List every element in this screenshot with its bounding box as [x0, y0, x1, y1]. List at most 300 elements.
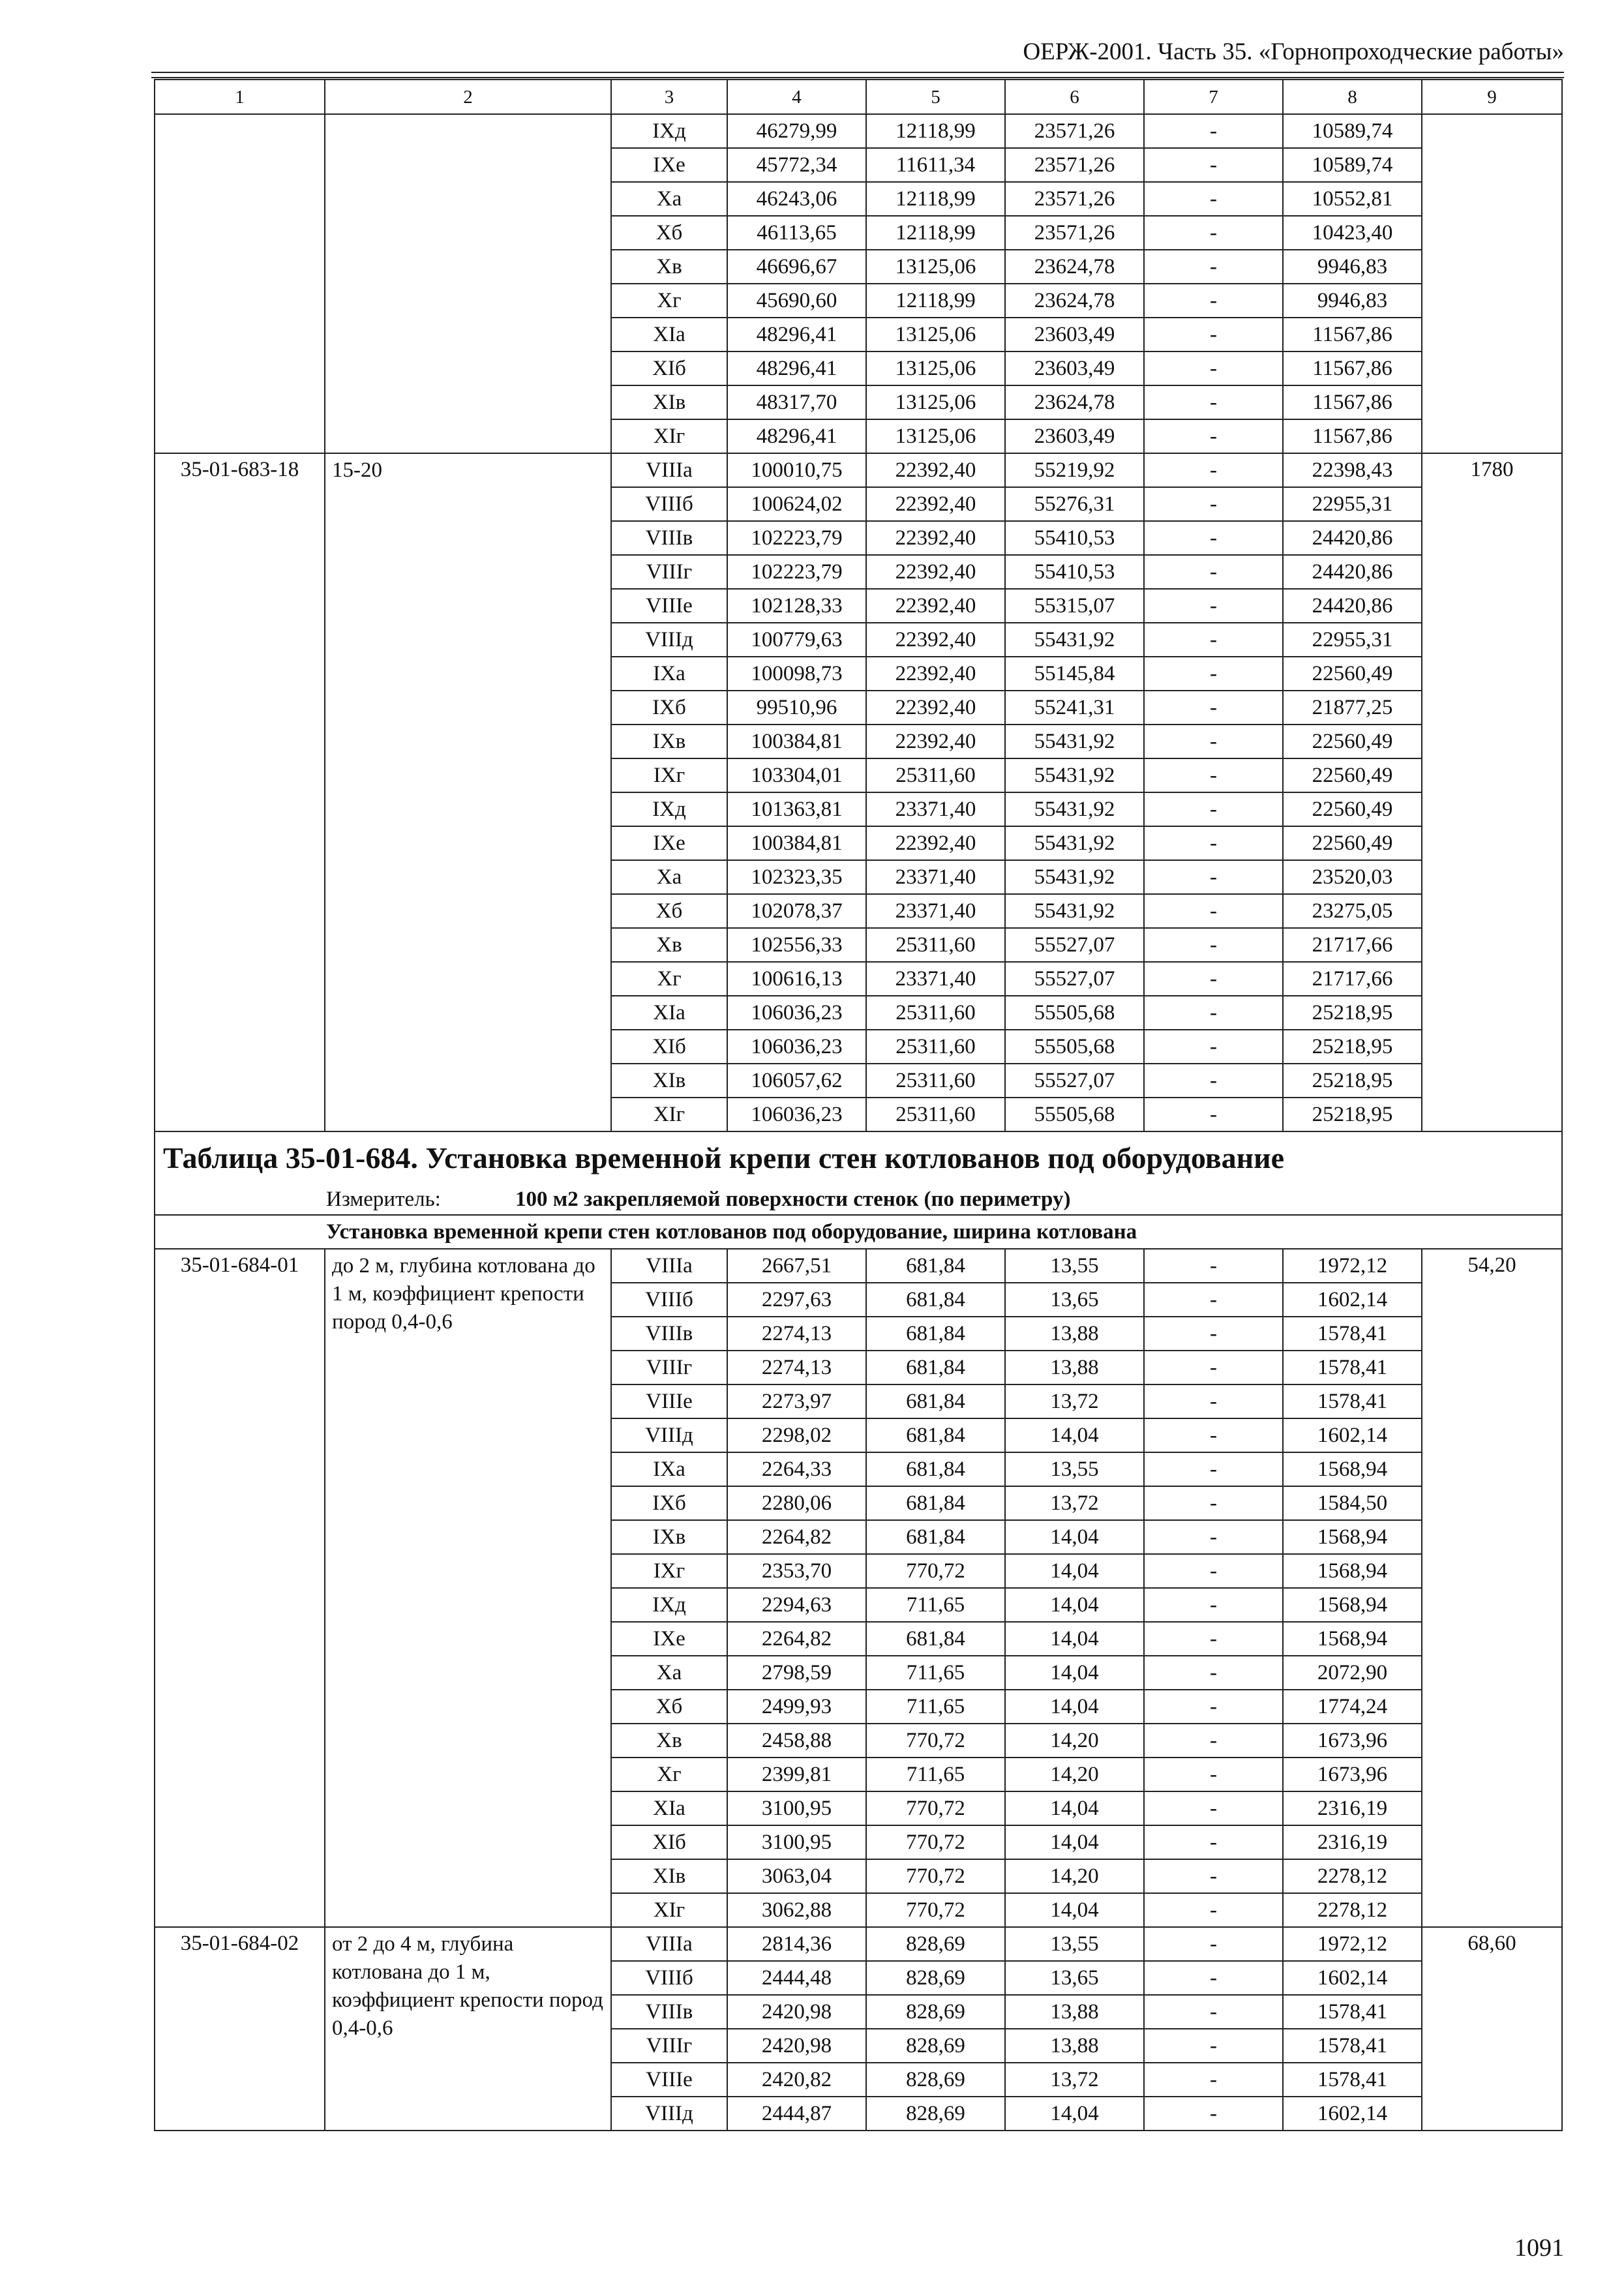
driver-wages-cell: - [1144, 453, 1283, 487]
rock-category-cell: VIIIв [611, 1995, 727, 2029]
machine-cost-cell: 13,55 [1005, 1249, 1144, 1283]
labor-cost-cell: 22392,40 [866, 691, 1005, 725]
driver-wages-cell: - [1144, 589, 1283, 623]
rock-category-cell: VIIIв [611, 521, 727, 555]
total-cost-cell: 2458,88 [727, 1724, 866, 1758]
machine-cost-cell: 55276,31 [1005, 487, 1144, 521]
rock-category-cell: Xг [611, 1758, 727, 1791]
driver-wages-cell: - [1144, 1418, 1283, 1452]
materials-cost-cell: 2278,12 [1283, 1893, 1422, 1927]
total-cost-cell: 106036,23 [727, 996, 866, 1030]
materials-cost-cell: 11567,86 [1283, 385, 1422, 419]
driver-wages-cell: - [1144, 284, 1283, 318]
rock-category-cell: VIIIа [611, 1249, 727, 1283]
driver-wages-cell: - [1144, 1825, 1283, 1859]
machine-cost-cell: 55431,92 [1005, 725, 1144, 758]
total-cost-cell: 2420,98 [727, 2029, 866, 2063]
driver-wages-cell: - [1144, 1859, 1283, 1893]
machine-cost-cell: 13,88 [1005, 2029, 1144, 2063]
total-cost-cell: 2399,81 [727, 1758, 866, 1791]
materials-cost-cell: 1673,96 [1283, 1758, 1422, 1791]
materials-cost-cell: 1673,96 [1283, 1724, 1422, 1758]
rock-category-cell: IXб [611, 691, 727, 725]
labor-cost-cell: 22392,40 [866, 725, 1005, 758]
labor-cost-cell: 23371,40 [866, 860, 1005, 894]
rock-category-cell: VIIIг [611, 1351, 727, 1384]
machine-cost-cell: 55431,92 [1005, 792, 1144, 826]
labor-cost-cell: 681,84 [866, 1351, 1005, 1384]
driver-wages-cell: - [1144, 148, 1283, 182]
driver-wages-cell: - [1144, 1351, 1283, 1384]
materials-cost-cell: 25218,95 [1283, 1098, 1422, 1131]
machine-cost-cell: 13,88 [1005, 1351, 1144, 1384]
total-cost-cell: 2667,51 [727, 1249, 866, 1283]
rock-category-cell: IXд [611, 792, 727, 826]
total-cost-cell: 100098,73 [727, 657, 866, 691]
labor-cost-cell: 681,84 [866, 1520, 1005, 1554]
total-cost-cell: 45772,34 [727, 148, 866, 182]
labor-cost-cell: 681,84 [866, 1317, 1005, 1351]
materials-cost-cell: 22560,49 [1283, 657, 1422, 691]
labor-cost-cell: 681,84 [866, 1384, 1005, 1418]
section-subheading: Установка временной крепи стен котлованов под оборудование, ширина котлована [155, 1215, 1562, 1249]
rock-category-cell: VIIIб [611, 1961, 727, 1995]
rate-code: 35-01-684-01 [155, 1249, 325, 1927]
driver-wages-cell: - [1144, 1283, 1283, 1317]
materials-cost-cell: 22560,49 [1283, 826, 1422, 860]
driver-wages-cell: - [1144, 1656, 1283, 1690]
rock-category-cell: IXе [611, 1622, 727, 1656]
table-row [155, 453, 1562, 487]
total-cost-cell: 46243,06 [727, 182, 866, 216]
rock-category-cell: IXб [611, 1486, 727, 1520]
machine-cost-cell: 23603,49 [1005, 419, 1144, 453]
rock-category-cell: IXг [611, 1554, 727, 1588]
machine-cost-cell: 14,04 [1005, 1554, 1144, 1588]
labor-cost-cell: 11611,34 [866, 148, 1005, 182]
rock-category-cell: IXа [611, 657, 727, 691]
machine-cost-cell: 55410,53 [1005, 521, 1144, 555]
driver-wages-cell: - [1144, 114, 1283, 148]
labor-cost-cell: 13125,06 [866, 419, 1005, 453]
materials-cost-cell: 25218,95 [1283, 1064, 1422, 1098]
labor-cost-cell: 828,69 [866, 1995, 1005, 2029]
machine-cost-cell: 23603,49 [1005, 352, 1144, 385]
machine-cost-cell: 13,65 [1005, 1283, 1144, 1317]
materials-cost-cell: 10423,40 [1283, 216, 1422, 250]
machine-cost-cell: 55431,92 [1005, 623, 1144, 657]
labor-cost-cell: 13125,06 [866, 250, 1005, 284]
page-header: ОЕРЖ-2001. Часть 35. «Горнопроходческие работы» [1023, 38, 1564, 65]
labor-cost-cell: 12118,99 [866, 284, 1005, 318]
labor-cost-cell: 770,72 [866, 1724, 1005, 1758]
driver-wages-cell: - [1144, 1724, 1283, 1758]
driver-wages-cell: - [1144, 2097, 1283, 2131]
driver-wages-cell: - [1144, 691, 1283, 725]
driver-wages-cell: - [1144, 2063, 1283, 2097]
total-cost-cell: 2297,63 [727, 1283, 866, 1317]
materials-cost-cell: 1578,41 [1283, 1995, 1422, 2029]
header-rule [151, 77, 1564, 78]
labor-cost-cell: 681,84 [866, 1249, 1005, 1283]
driver-wages-cell: - [1144, 1249, 1283, 1283]
machine-cost-cell: 14,04 [1005, 2097, 1144, 2131]
meter-value: 100 м2 закрепляемой поверхности стенок (по периметру) [515, 1188, 1071, 1211]
labor-cost-cell: 25311,60 [866, 1098, 1005, 1131]
machine-cost-cell: 14,04 [1005, 1893, 1144, 1927]
total-cost-cell: 100384,81 [727, 826, 866, 860]
materials-cost-cell: 1578,41 [1283, 2029, 1422, 2063]
driver-wages-cell: - [1144, 826, 1283, 860]
rock-category-cell: IXд [611, 1588, 727, 1622]
rock-category-cell: VIIIб [611, 1283, 727, 1317]
column-number: 4 [727, 80, 866, 114]
machine-cost-cell: 55431,92 [1005, 826, 1144, 860]
rock-category-cell: Xв [611, 928, 727, 962]
total-cost-cell: 45690,60 [727, 284, 866, 318]
machine-cost-cell: 13,65 [1005, 1961, 1144, 1995]
machine-cost-cell: 55219,92 [1005, 453, 1144, 487]
driver-wages-cell: - [1144, 352, 1283, 385]
labor-hours: 68,60 [1422, 1927, 1562, 2131]
driver-wages-cell: - [1144, 1384, 1283, 1418]
rock-category-cell: XIа [611, 1791, 727, 1825]
machine-cost-cell: 13,72 [1005, 1486, 1144, 1520]
materials-cost-cell: 9946,83 [1283, 250, 1422, 284]
rock-category-cell: Xа [611, 1656, 727, 1690]
rock-category-cell: Xб [611, 894, 727, 928]
machine-cost-cell: 23624,78 [1005, 284, 1144, 318]
machine-cost-cell: 14,04 [1005, 1520, 1144, 1554]
total-cost-cell: 2798,59 [727, 1656, 866, 1690]
driver-wages-cell: - [1144, 1486, 1283, 1520]
labor-cost-cell: 828,69 [866, 2029, 1005, 2063]
machine-cost-cell: 14,20 [1005, 1859, 1144, 1893]
rock-category-cell: Xб [611, 1690, 727, 1724]
total-cost-cell: 102078,37 [727, 894, 866, 928]
meter-label: Измеритель: [326, 1188, 441, 1211]
rock-category-cell: VIIIе [611, 589, 727, 623]
column-number: 8 [1283, 80, 1422, 114]
rate-description: до 2 м, глубина котлована до 1 м, коэффициент крепости пород 0,4-0,6 [325, 1249, 611, 1927]
rate-code [155, 114, 325, 453]
rock-category-cell: Xа [611, 860, 727, 894]
materials-cost-cell: 22955,31 [1283, 487, 1422, 521]
rock-category-cell: VIIIе [611, 1384, 727, 1418]
driver-wages-cell: - [1144, 1690, 1283, 1724]
column-number: 7 [1144, 80, 1283, 114]
total-cost-cell: 2444,48 [727, 1961, 866, 1995]
rock-category-cell: VIIIа [611, 453, 727, 487]
machine-cost-cell: 14,04 [1005, 1791, 1144, 1825]
machine-cost-cell: 13,88 [1005, 1317, 1144, 1351]
labor-cost-cell: 25311,60 [866, 1064, 1005, 1098]
meter [155, 1184, 1562, 1215]
driver-wages-cell: - [1144, 1452, 1283, 1486]
labor-cost-cell: 681,84 [866, 1486, 1005, 1520]
driver-wages-cell: - [1144, 962, 1283, 996]
rock-category-cell: IXв [611, 725, 727, 758]
rock-category-cell: VIIIг [611, 555, 727, 589]
materials-cost-cell: 1602,14 [1283, 1418, 1422, 1452]
materials-cost-cell: 11567,86 [1283, 318, 1422, 352]
rock-category-cell: IXв [611, 1520, 727, 1554]
materials-cost-cell: 1602,14 [1283, 2097, 1422, 2131]
materials-cost-cell: 10552,81 [1283, 182, 1422, 216]
driver-wages-cell: - [1144, 623, 1283, 657]
labor-cost-cell: 23371,40 [866, 894, 1005, 928]
machine-cost-cell: 14,04 [1005, 1588, 1144, 1622]
rock-category-cell: VIIIд [611, 2097, 727, 2131]
page-number: 1091 [1514, 2234, 1564, 2262]
labor-cost-cell: 13125,06 [866, 318, 1005, 352]
labor-cost-cell: 22392,40 [866, 487, 1005, 521]
rock-category-cell: VIIIа [611, 1927, 727, 1961]
machine-cost-cell: 14,04 [1005, 1690, 1144, 1724]
driver-wages-cell: - [1144, 2029, 1283, 2063]
rock-category-cell: XIв [611, 385, 727, 419]
materials-cost-cell: 24420,86 [1283, 521, 1422, 555]
machine-cost-cell: 55505,68 [1005, 1098, 1144, 1131]
column-number: 6 [1005, 80, 1144, 114]
total-cost-cell: 2264,82 [727, 1622, 866, 1656]
machine-cost-cell: 13,55 [1005, 1927, 1144, 1961]
total-cost-cell: 3062,88 [727, 1893, 866, 1927]
materials-cost-cell: 1972,12 [1283, 1249, 1422, 1283]
machine-cost-cell: 14,04 [1005, 1656, 1144, 1690]
labor-cost-cell: 12118,99 [866, 182, 1005, 216]
driver-wages-cell: - [1144, 250, 1283, 284]
rock-category-cell: Xв [611, 250, 727, 284]
total-cost-cell: 106036,23 [727, 1030, 866, 1064]
rate-description: 15-20 [325, 453, 611, 1131]
materials-cost-cell: 1578,41 [1283, 2063, 1422, 2097]
labor-cost-cell: 22392,40 [866, 657, 1005, 691]
labor-cost-cell: 13125,06 [866, 352, 1005, 385]
rock-category-cell: XIг [611, 1098, 727, 1131]
materials-cost-cell: 1972,12 [1283, 1927, 1422, 1961]
materials-cost-cell: 1578,41 [1283, 1351, 1422, 1384]
labor-cost-cell: 770,72 [866, 1859, 1005, 1893]
driver-wages-cell: - [1144, 216, 1283, 250]
driver-wages-cell: - [1144, 1064, 1283, 1098]
rock-category-cell: XIв [611, 1859, 727, 1893]
materials-cost-cell: 2278,12 [1283, 1859, 1422, 1893]
materials-cost-cell: 2072,90 [1283, 1656, 1422, 1690]
machine-cost-cell: 23571,26 [1005, 114, 1144, 148]
labor-cost-cell: 22392,40 [866, 521, 1005, 555]
machine-cost-cell: 14,04 [1005, 1418, 1144, 1452]
rock-category-cell: IXа [611, 1452, 727, 1486]
driver-wages-cell: - [1144, 1791, 1283, 1825]
rate-code: 35-01-683-18 [155, 453, 325, 1131]
rock-category-cell: VIIIе [611, 2063, 727, 2097]
materials-cost-cell: 21717,66 [1283, 962, 1422, 996]
driver-wages-cell: - [1144, 792, 1283, 826]
driver-wages-cell: - [1144, 1758, 1283, 1791]
total-cost-cell: 102556,33 [727, 928, 866, 962]
total-cost-cell: 101363,81 [727, 792, 866, 826]
total-cost-cell: 100384,81 [727, 725, 866, 758]
total-cost-cell: 46279,99 [727, 114, 866, 148]
driver-wages-cell: - [1144, 725, 1283, 758]
machine-cost-cell: 55505,68 [1005, 1030, 1144, 1064]
labor-hours: 1780 [1422, 453, 1562, 1131]
driver-wages-cell: - [1144, 657, 1283, 691]
materials-cost-cell: 2316,19 [1283, 1791, 1422, 1825]
labor-cost-cell: 25311,60 [866, 758, 1005, 792]
machine-cost-cell: 55410,53 [1005, 555, 1144, 589]
rock-category-cell: XIа [611, 996, 727, 1030]
rock-category-cell: XIв [611, 1064, 727, 1098]
rate-description: от 2 до 4 м, глубина котлована до 1 м, коэффициент крепости пород 0,4-0,6 [325, 1927, 611, 2131]
materials-cost-cell: 24420,86 [1283, 555, 1422, 589]
materials-cost-cell: 1568,94 [1283, 1588, 1422, 1622]
rock-category-cell: Xг [611, 962, 727, 996]
total-cost-cell: 46113,65 [727, 216, 866, 250]
rock-category-cell: VIIIг [611, 2029, 727, 2063]
labor-cost-cell: 711,65 [866, 1588, 1005, 1622]
total-cost-cell: 2264,33 [727, 1452, 866, 1486]
labor-cost-cell: 681,84 [866, 1622, 1005, 1656]
machine-cost-cell: 55431,92 [1005, 860, 1144, 894]
driver-wages-cell: - [1144, 555, 1283, 589]
rock-category-cell: Xг [611, 284, 727, 318]
table-row [155, 114, 1562, 148]
rock-category-cell: XIа [611, 318, 727, 352]
rock-category-cell: VIIIд [611, 623, 727, 657]
machine-cost-cell: 55505,68 [1005, 996, 1144, 1030]
driver-wages-cell: - [1144, 318, 1283, 352]
total-cost-cell: 2353,70 [727, 1554, 866, 1588]
labor-cost-cell: 23371,40 [866, 962, 1005, 996]
driver-wages-cell: - [1144, 1622, 1283, 1656]
header-rule [151, 72, 1564, 73]
rock-category-cell: XIб [611, 1030, 727, 1064]
driver-wages-cell: - [1144, 996, 1283, 1030]
labor-cost-cell: 711,65 [866, 1758, 1005, 1791]
rock-category-cell: Xв [611, 1724, 727, 1758]
machine-cost-cell: 13,88 [1005, 1995, 1144, 2029]
machine-cost-cell: 14,04 [1005, 1825, 1144, 1859]
labor-cost-cell: 22392,40 [866, 555, 1005, 589]
materials-cost-cell: 23520,03 [1283, 860, 1422, 894]
driver-wages-cell: - [1144, 1098, 1283, 1131]
materials-cost-cell: 25218,95 [1283, 1030, 1422, 1064]
materials-cost-cell: 11567,86 [1283, 352, 1422, 385]
driver-wages-cell: - [1144, 385, 1283, 419]
table-title-row [155, 1131, 1562, 1184]
total-cost-cell: 2273,97 [727, 1384, 866, 1418]
labor-cost-cell: 770,72 [866, 1893, 1005, 1927]
rock-category-cell: IXе [611, 826, 727, 860]
materials-cost-cell: 10589,74 [1283, 114, 1422, 148]
labor-cost-cell: 12118,99 [866, 216, 1005, 250]
machine-cost-cell: 55527,07 [1005, 928, 1144, 962]
machine-cost-cell: 14,20 [1005, 1758, 1144, 1791]
total-cost-cell: 2294,63 [727, 1588, 866, 1622]
materials-cost-cell: 1568,94 [1283, 1520, 1422, 1554]
labor-cost-cell: 681,84 [866, 1418, 1005, 1452]
materials-cost-cell: 11567,86 [1283, 419, 1422, 453]
total-cost-cell: 46696,67 [727, 250, 866, 284]
materials-cost-cell: 25218,95 [1283, 996, 1422, 1030]
total-cost-cell: 48296,41 [727, 352, 866, 385]
driver-wages-cell: - [1144, 758, 1283, 792]
materials-cost-cell: 22560,49 [1283, 758, 1422, 792]
total-cost-cell: 2280,06 [727, 1486, 866, 1520]
machine-cost-cell: 23571,26 [1005, 182, 1144, 216]
rock-category-cell: XIб [611, 1825, 727, 1859]
total-cost-cell: 102323,35 [727, 860, 866, 894]
machine-cost-cell: 23624,78 [1005, 250, 1144, 284]
rock-category-cell: VIIIд [611, 1418, 727, 1452]
machine-cost-cell: 23624,78 [1005, 385, 1144, 419]
rock-category-cell: VIIIб [611, 487, 727, 521]
total-cost-cell: 2499,93 [727, 1690, 866, 1724]
driver-wages-cell: - [1144, 1554, 1283, 1588]
total-cost-cell: 48317,70 [727, 385, 866, 419]
labor-cost-cell: 711,65 [866, 1690, 1005, 1724]
materials-cost-cell: 22560,49 [1283, 792, 1422, 826]
labor-cost-cell: 13125,06 [866, 385, 1005, 419]
rock-category-cell: IXе [611, 148, 727, 182]
materials-cost-cell: 1568,94 [1283, 1554, 1422, 1588]
driver-wages-cell: - [1144, 487, 1283, 521]
rock-category-cell: XIб [611, 352, 727, 385]
labor-cost-cell: 22392,40 [866, 826, 1005, 860]
column-number: 5 [866, 80, 1005, 114]
labor-cost-cell: 25311,60 [866, 1030, 1005, 1064]
driver-wages-cell: - [1144, 419, 1283, 453]
meter-row [155, 1184, 1562, 1215]
labor-cost-cell: 25311,60 [866, 996, 1005, 1030]
labor-hours [1422, 114, 1562, 453]
driver-wages-cell: - [1144, 1030, 1283, 1064]
labor-cost-cell: 828,69 [866, 2097, 1005, 2131]
machine-cost-cell: 23603,49 [1005, 318, 1144, 352]
machine-cost-cell: 23571,26 [1005, 148, 1144, 182]
labor-cost-cell: 681,84 [866, 1452, 1005, 1486]
driver-wages-cell: - [1144, 1995, 1283, 2029]
total-cost-cell: 102128,33 [727, 589, 866, 623]
labor-cost-cell: 23371,40 [866, 792, 1005, 826]
materials-cost-cell: 9946,83 [1283, 284, 1422, 318]
driver-wages-cell: - [1144, 860, 1283, 894]
rates-table [154, 79, 1563, 2131]
machine-cost-cell: 55315,07 [1005, 589, 1144, 623]
total-cost-cell: 2814,36 [727, 1927, 866, 1961]
driver-wages-cell: - [1144, 1520, 1283, 1554]
machine-cost-cell: 14,04 [1005, 1622, 1144, 1656]
labor-cost-cell: 681,84 [866, 1283, 1005, 1317]
machine-cost-cell: 14,20 [1005, 1724, 1144, 1758]
driver-wages-cell: - [1144, 1893, 1283, 1927]
total-cost-cell: 48296,41 [727, 419, 866, 453]
materials-cost-cell: 22955,31 [1283, 623, 1422, 657]
materials-cost-cell: 10589,74 [1283, 148, 1422, 182]
machine-cost-cell: 23571,26 [1005, 216, 1144, 250]
driver-wages-cell: - [1144, 521, 1283, 555]
driver-wages-cell: - [1144, 1961, 1283, 1995]
rock-category-cell: IXг [611, 758, 727, 792]
total-cost-cell: 3100,95 [727, 1825, 866, 1859]
column-number: 9 [1422, 80, 1562, 114]
total-cost-cell: 102223,79 [727, 555, 866, 589]
materials-cost-cell: 1774,24 [1283, 1690, 1422, 1724]
machine-cost-cell: 55431,92 [1005, 894, 1144, 928]
total-cost-cell: 2264,82 [727, 1520, 866, 1554]
